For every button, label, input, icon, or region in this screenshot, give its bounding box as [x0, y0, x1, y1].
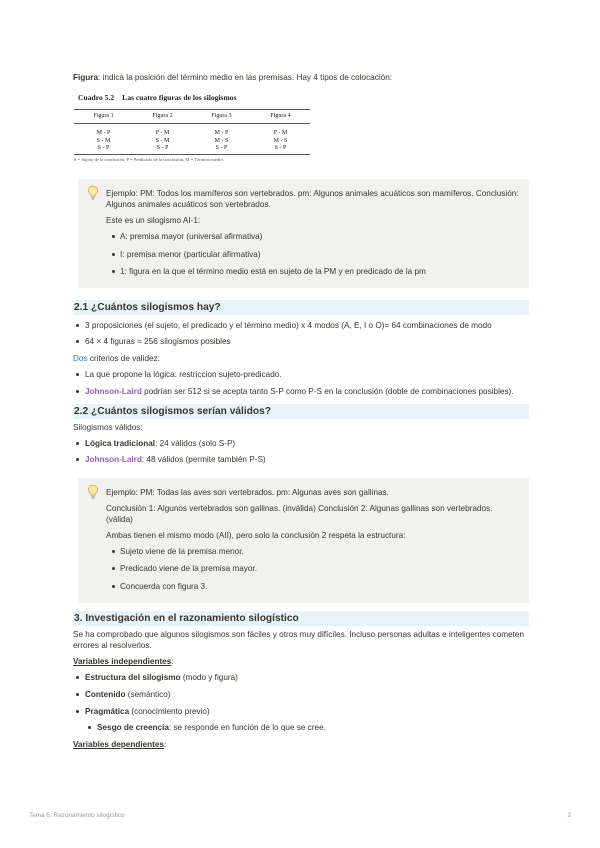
- list-item-bold: Lógica tradicional: [85, 438, 156, 448]
- list-item: Concuerda con figura 3.: [106, 581, 519, 592]
- table-cell: S - M: [155, 137, 170, 144]
- heading-2-2: 2.2 ¿Cuántos silogismos serían válidos?: [73, 404, 529, 419]
- table-title: Las cuatro figuras de los silogismos: [122, 93, 237, 103]
- criteria-word: Dos: [73, 353, 88, 363]
- list-item-text: : 48 válidos (permite también P-S): [141, 455, 266, 465]
- list-item: I: premisa menor (particular afirmativa): [106, 249, 519, 260]
- table-cell: P - M: [273, 130, 288, 137]
- indep-label: Variables independientes: [73, 657, 172, 667]
- table-cell: M - S: [273, 137, 288, 144]
- page-footer: [29, 812, 571, 821]
- list-item: La que propone la lógica: restriccion sujeto-predicado.: [73, 369, 529, 380]
- list-item-text: : se responde en función de lo que se cree.: [168, 723, 326, 733]
- list-item: [73, 438, 529, 449]
- list-item: Sujeto viene de la premisa menor.: [106, 546, 519, 557]
- valid-intro: Silogismos válidos:: [73, 422, 143, 432]
- list-item: 64 × 4 figuras = 256 silogismos posibles: [73, 336, 529, 347]
- list-item: [73, 454, 529, 465]
- dep-label-line: Variables dependientes:: [73, 739, 167, 749]
- list-item-bold: Sesgo de creencia: [97, 723, 169, 733]
- example-list: [106, 546, 519, 592]
- author-name: Johnson-Laird: [85, 455, 142, 465]
- lightbulb-icon: [86, 185, 100, 201]
- example-callout-1: [78, 179, 529, 287]
- table-header: Figura 2: [133, 110, 192, 124]
- example-intro: Este es un silogismo AI-1:: [106, 216, 201, 226]
- list-item: [73, 706, 529, 717]
- heading-3: 3. Investigación en el razonamiento silogístico: [73, 611, 529, 626]
- heading-2-1: 2.1 ¿Cuántos silogismos hay?: [73, 300, 529, 315]
- figura-text: : indica la posición del término medio en las premisas. Hay 4 tipos de colocación:: [98, 73, 393, 82]
- list-item-bold: Pragmática: [85, 706, 130, 716]
- table-header: Figura 1: [74, 110, 133, 124]
- table-row: [74, 145, 310, 155]
- sub-list-item: [73, 722, 529, 733]
- table-cell: S - M: [96, 137, 111, 144]
- list-item-text: podrían ser 512 si se acepta tanto S-P como P-S en la conclusión (doble de combinaciones posibles).: [141, 386, 514, 396]
- section3-intro: Se ha comprobado que algunos silogismos son fáciles y otros muy difíciles. Incluso personas adultas e inteligentes cometen errores al resolverlos.: [73, 630, 525, 651]
- dep-label: Variables dependientes: [73, 739, 165, 749]
- list-item: Predicado viene de la premisa mayor.: [106, 563, 519, 574]
- example-list: [106, 231, 519, 277]
- example-text: Ejemplo: PM: Todas las aves son vertebrados. pm: Algunas aves son gallinas.: [106, 487, 389, 497]
- criteria-intro: [73, 353, 529, 364]
- table-note: S = Sujeto de la conclusión, P = Predicado de la conclusión, M = Término medio.: [74, 156, 224, 162]
- list-item-text: (modo y figura): [180, 673, 238, 683]
- page-content: [73, 72, 529, 750]
- list-item: 3 proposiciones (el sujeto, el predicado y el término medio) x 4 modos (A, E, I o O)= 64 combinaciones de modo: [73, 320, 529, 331]
- example-intro: Ambas tienen el mismo modo (AII), pero solo la conclusión 2 respeta la estructura:: [106, 530, 406, 540]
- table-cell: S - P: [251, 145, 310, 155]
- author-name: Johnson-Laird: [85, 386, 142, 396]
- table-cell: S - P: [133, 145, 192, 155]
- table-header: Figura 3: [192, 110, 251, 124]
- table-cell: M - S: [214, 137, 229, 144]
- footer-title: Tema 6: Razonamiento silogístico: [29, 812, 125, 819]
- table-cell: S - P: [74, 145, 133, 155]
- indep-label-line: Variables independientes:: [73, 657, 174, 667]
- table-cell: P - M: [155, 130, 170, 137]
- figures-table: [74, 109, 310, 155]
- list-item: 1: figura en la que el término medio está en sujeto de la PM y en predicado de la pm: [106, 266, 519, 277]
- list-item: [73, 689, 529, 700]
- list-item: [73, 386, 529, 397]
- table-row: [74, 124, 310, 138]
- table-caption: [78, 93, 310, 103]
- table-cell: S - P: [192, 145, 251, 155]
- list-item: [73, 672, 529, 683]
- criteria-rest: criterios de validez:: [87, 353, 160, 363]
- page-number: 2: [567, 812, 571, 819]
- indep-list: [73, 672, 529, 733]
- list-item-text: (conocimiento previo): [129, 706, 210, 716]
- table-cell: M - P: [96, 130, 111, 137]
- figura-definition: [73, 72, 529, 83]
- table-cell: M - P: [214, 130, 229, 137]
- lightbulb-icon: [86, 484, 100, 500]
- figura-term: Figura: [73, 73, 99, 82]
- table-row: [74, 138, 310, 145]
- count-list: [73, 320, 529, 348]
- example-conclusions: Conclusión 1: Algunos vertebrados son gallinas. (inválida) Conclusión 2: Algunas gallinas son vertebrados. (válida): [106, 503, 493, 524]
- list-item-bold: Estructura del silogismo: [85, 673, 181, 683]
- table-number: Cuadro 5.2: [78, 93, 115, 103]
- criteria-list: [73, 369, 529, 397]
- list-item-text: (semántico): [125, 689, 171, 699]
- list-item-text: : 24 válidos (solo S-P): [155, 438, 236, 448]
- list-item-bold: Contenido: [85, 689, 126, 699]
- example-callout-2: [78, 478, 529, 603]
- table-header: Figura 4: [251, 110, 310, 124]
- figures-table-image: [74, 93, 310, 163]
- example-text: Ejemplo: PM: Todos los mamíferos son vertebrados. pm: Algunos animales acuáticos son mamíferos. Conclusión: Algunos animales acuáticos son vertebrados.: [106, 189, 519, 210]
- valid-list: [73, 438, 529, 466]
- list-item: A: premisa mayor (universal afirmativa): [106, 231, 519, 242]
